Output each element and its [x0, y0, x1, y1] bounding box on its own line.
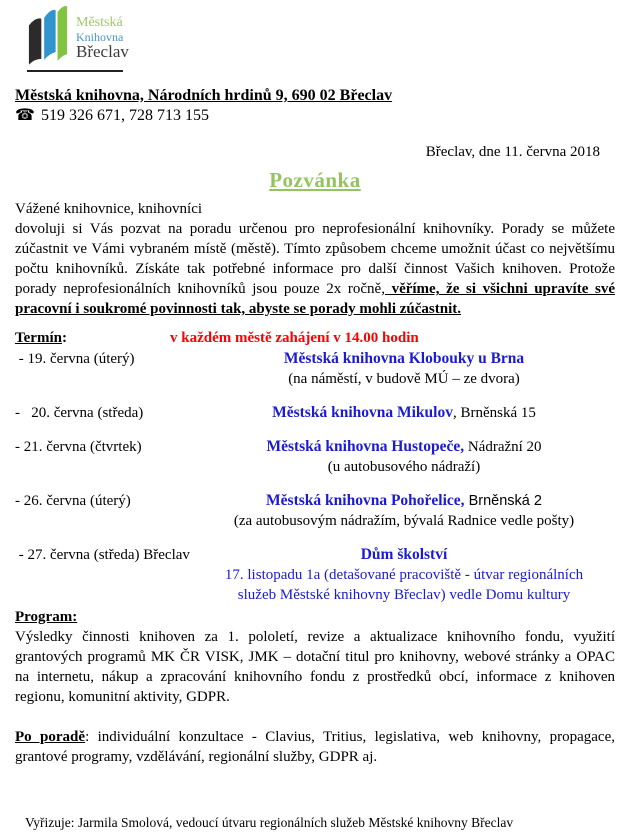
intro-body: dovoluji si Vás pozvat na poradu určenou pro neprofesionální knihovníky. Porady se můžete zúčastnit ve Vámi vybraném místě (městě). Tímto způsobem chceme umožnit účast co největšímu počtu knihovníků. Získáte tak potřebné informace pro další činnost Vašich knihoven. Protože porady neprofesionálních knihovníků jsou pouze 2x ročně, — [15, 221, 615, 297]
telephone-icon: ☎ — [15, 107, 35, 124]
schedule-row-mikulov — [15, 403, 615, 423]
document-title-wrap — [0, 170, 630, 193]
schedule-row-klobouky — [15, 349, 615, 389]
library-logo — [27, 4, 630, 66]
schedule-list — [15, 349, 615, 605]
schedule-venue — [193, 403, 615, 423]
phone-line — [15, 106, 630, 126]
venue-name: Městská knihovna Pohořelice, — [266, 492, 465, 509]
program-heading: Program: — [15, 609, 78, 625]
schedule-venue — [193, 437, 615, 477]
schedule-row-breclav — [15, 545, 615, 605]
schedule-venue — [193, 545, 615, 605]
open-book-logo-icon — [27, 4, 69, 66]
venue-name: Městská knihovna Klobouky u Brna — [283, 350, 525, 367]
venue-detail: 17. listopadu 1a (detašované pracoviště - útvar regionálních — [224, 567, 584, 583]
venue-detail: (na náměstí, v budově MÚ – ze dvora) — [288, 371, 520, 387]
schedule-date: - 21. června (čtvrtek) — [15, 439, 142, 455]
document-title: Pozvánka — [269, 168, 361, 192]
logo-word-knihovna: Knihovna — [76, 29, 124, 44]
venue-address: , Brněnská 15 — [452, 405, 536, 421]
venue-address: Nádražní 20 — [464, 439, 542, 455]
venue-name: Městská knihovna Mikulov — [272, 404, 453, 421]
schedule-row-hustopece — [15, 437, 615, 477]
schedule-date: - 27. června (středa) Břeclav — [15, 547, 190, 563]
schedule-venue — [193, 349, 615, 389]
schedule-date: - 19. června (úterý) — [15, 351, 135, 367]
intro-emphasis: věříme, že si všichni upravíte své pracovní i soukromé povinnosti tak, abyste se porady mohli zúčastnit. — [15, 281, 615, 317]
schedule-date: - 20. června (středa) — [15, 405, 144, 421]
venue-name: Městská knihovna Hustopeče, — [266, 438, 465, 455]
termin-label: Termín: — [15, 330, 67, 346]
start-time-note: v každém městě zahájení v 14.00 hodin — [170, 330, 419, 346]
letter-date: Břeclav, dne 11. června 2018 — [425, 144, 600, 160]
venue-detail: služeb Městské knihovny Břeclav) vedle Domu kultury — [237, 587, 571, 603]
logo-word-breclav: Břeclav — [76, 42, 129, 62]
venue-detail: (u autobusového nádraží) — [327, 459, 481, 475]
library-address: Městská knihovna, Národních hrdinů 9, 690 02 Břeclav — [15, 87, 393, 104]
logo-divider — [27, 70, 123, 72]
phone-numbers: 519 326 671, 728 713 155 — [40, 107, 209, 124]
after-meeting-label: Po poradě — [15, 729, 86, 745]
venue-address: Brněnská 2 — [464, 493, 542, 509]
schedule-row-pohorelice — [15, 491, 615, 531]
venue-name: Dům školství — [360, 546, 448, 563]
program-text: Výsledky činnosti knihoven za 1. pololetí, revize a aktualizace knihovního fondu, využití grantových programů MK ČR VISK, JMK – dotační titul pro knihovny, webové stránky a OPAC na internetu, nákup a zpracování knihovního fondu z prostředků obcí, informace z knihoven regionu, komunitní aktivity, GDPR. — [15, 629, 615, 705]
schedule-date: - 26. června (úterý) — [15, 493, 131, 509]
intro-paragraph — [15, 199, 615, 319]
handled-by-line: Vyřizuje: Jarmila Smolová, vedoucí útvaru regionálních služeb Městské knihovny Břeclav — [25, 815, 514, 830]
logo-wordmark — [76, 16, 129, 61]
termin-heading-row — [15, 328, 615, 348]
after-meeting-paragraph — [15, 727, 615, 767]
salutation: Vážené knihovnice, knihovníci — [15, 201, 203, 217]
schedule-venue — [193, 491, 615, 531]
logo-word-mestska: Městská — [76, 15, 123, 30]
venue-detail: (za autobusovým nádražím, bývalá Radnice vedle pošty) — [233, 513, 575, 529]
after-meeting-text: : individuální konzultace - Clavius, Tritius, legislativa, web knihovny, propagace, grantové programy, vzdělávání, regionální služby, GDPR aj. — [15, 729, 615, 765]
